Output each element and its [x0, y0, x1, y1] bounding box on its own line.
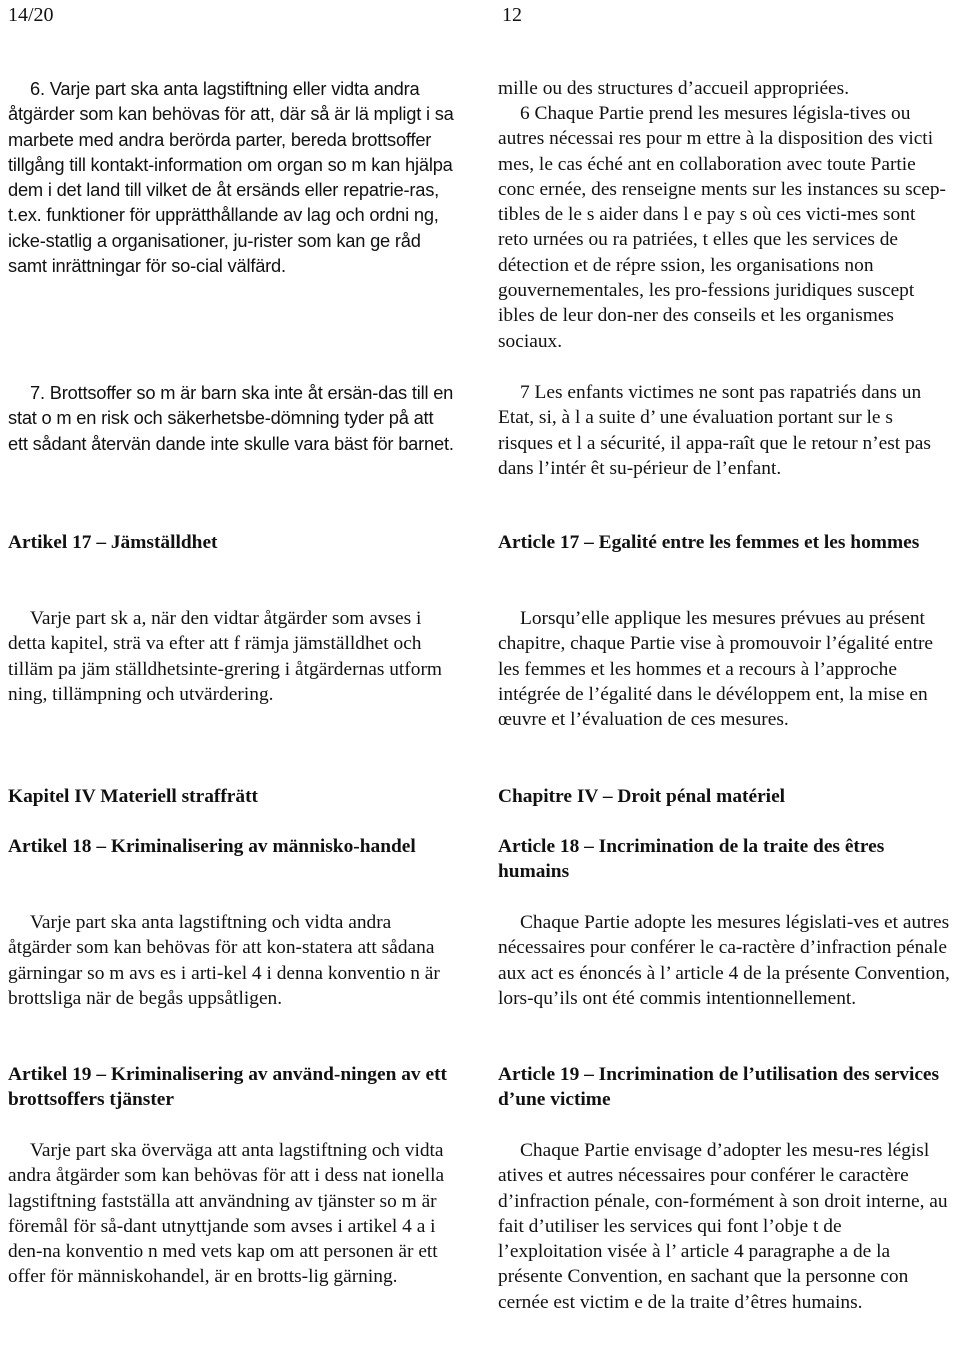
- fr-article-19-text: Chaque Partie envisage d’adopter les mesu-res législ atives et autres nécessaires pour conférer le caractère d’infraction pénale, con-formément à son droit interne, au fait d’utiliser les services qui font l’obje t de l’exploitation visée à l’ article 4 paragraphe a de la présente Convention, en sachant que la personne con cernée est victim e de la traite d’êtres humains.: [498, 1140, 948, 1313]
- fr-chapter-4-heading: Chapitre IV – Droit pénal matériel: [498, 786, 786, 807]
- sv-article-19-heading: Artikel 19 – Kriminalisering av använd-ningen av ett brottsoffers tjänster: [8, 1064, 447, 1111]
- sv-article-17-text: Varje part sk a, när den vidtar åtgärder som avses i detta kapitel, strä va efter att f rämja jämställdhet och tilläm pa jäm ställdhetsinte-grering i åtgärdernas utform ning, tillämpning och utvärdering.: [8, 608, 442, 705]
- sv-article-19-text: Varje part ska överväga att anta lagstiftning och vidta andra åtgärder som kan behövas för att i dess nat ionella lagstiftning fastställa att användning av tjänster so m är föremål för så-dant utnyttjande som avses i artikel 4 a i den-na konventio n med vets kap om att personen är ett offer för människohandel, är en brotts-lig gärning.: [8, 1140, 445, 1288]
- fr-article-18-heading: Article 18 – Incrimination de la traite des êtres humains: [498, 836, 885, 883]
- fr-article-17-text: Lorsqu’elle applique les mesures prévues au présent chapitre, chaque Partie vise à promouvoir l’égalité entre les femmes et les hommes et a recours à l’approche intégrée de l’égalité dans le dévéloppem ent, la mise en œuvre et l’évaluation de ces mesures.: [498, 608, 934, 731]
- fr-article-17-heading: Article 17 – Egalité entre les femmes et les hommes: [498, 532, 920, 553]
- sv-article-17-heading: Artikel 17 – Jämställdhet: [8, 532, 218, 553]
- page-number: 12: [502, 4, 522, 26]
- fr-paragraph-6: 6 Chaque Partie prend les mesures législa-tives ou autres nécessai res pour m ettre à la disposition des victi mes, le cas éché ant en collaboration avec toute Partie conc ernée, des renseigne ments sur les instances su scep-tibles de le s aider dans l e pay s où ces victi-mes sont reto urnées ou ra patriées, t elles que les services de détection et de répre ssion, les organisations non gouvernementales, les pro-fessions juridiques suscept ibles de leur don-ner des conseils et les organismes sociaux.: [498, 103, 946, 352]
- page-reference: 14/20: [8, 4, 54, 26]
- fr-article-18-text: Chaque Partie adopte les mesures législati-ves et autres nécessaires pour conférer le ca-ractère d’infraction pénale aux act es énoncés à l’ article 4 de la présente Convention, lors-qu’ils ont été commis intentionnellement.: [498, 912, 950, 1009]
- fr-paragraph-7: 7 Les enfants victimes ne sont pas rapatriés dans un Etat, si, à l a suite d’ une évaluation portant sur le s risques et l a sécurité, il appa-raît que le retour n’est pas dans l’intér êt su-périeur de l’enfant.: [498, 382, 931, 479]
- sv-paragraph-6: 6. Varje part ska anta lagstiftning eller vidta andra åtgärder som kan behövas för att, där så är lä mpligt i sa marbete med andra berörda parter, bereda brottsoffer tillgång till kontakt-information om organ so m kan hjälpa dem i det land till vilket de åt ersänds eller repatrie-ras, t.ex. funktioner för upprätthållande av lag och ordni ng, icke-statlig a organisationer, ju-rister som kan ge råd samt inrättningar för so-cial välfärd.: [8, 78, 454, 277]
- sv-paragraph-7: 7. Brottsoffer so m är barn ska inte åt ersän-das till en stat o m en risk och säkerhetsbe-dömning tyder på att ett sådant återvän dande inte skulle vara bäst för barnet.: [8, 382, 454, 454]
- sv-article-18-heading: Artikel 18 – Kriminalisering av människo-handel: [8, 836, 416, 857]
- sv-article-18-text: Varje part ska anta lagstiftning och vidta andra åtgärder som kan behövas för att kon-statera att sådana gärningar so m avs es i arti-kel 4 i denna konventio n är brottsliga när de begås uppsåtligen.: [8, 912, 440, 1009]
- sv-chapter-4-heading: Kapitel IV Materiell straffrätt: [8, 786, 259, 807]
- fr-article-19-heading: Article 19 – Incrimination de l’utilisation des services d’une victime: [498, 1064, 940, 1111]
- page-header: [8, 4, 940, 32]
- fr-paragraph-5-end: mille ou des structures d’accueil appropriées.: [498, 78, 850, 99]
